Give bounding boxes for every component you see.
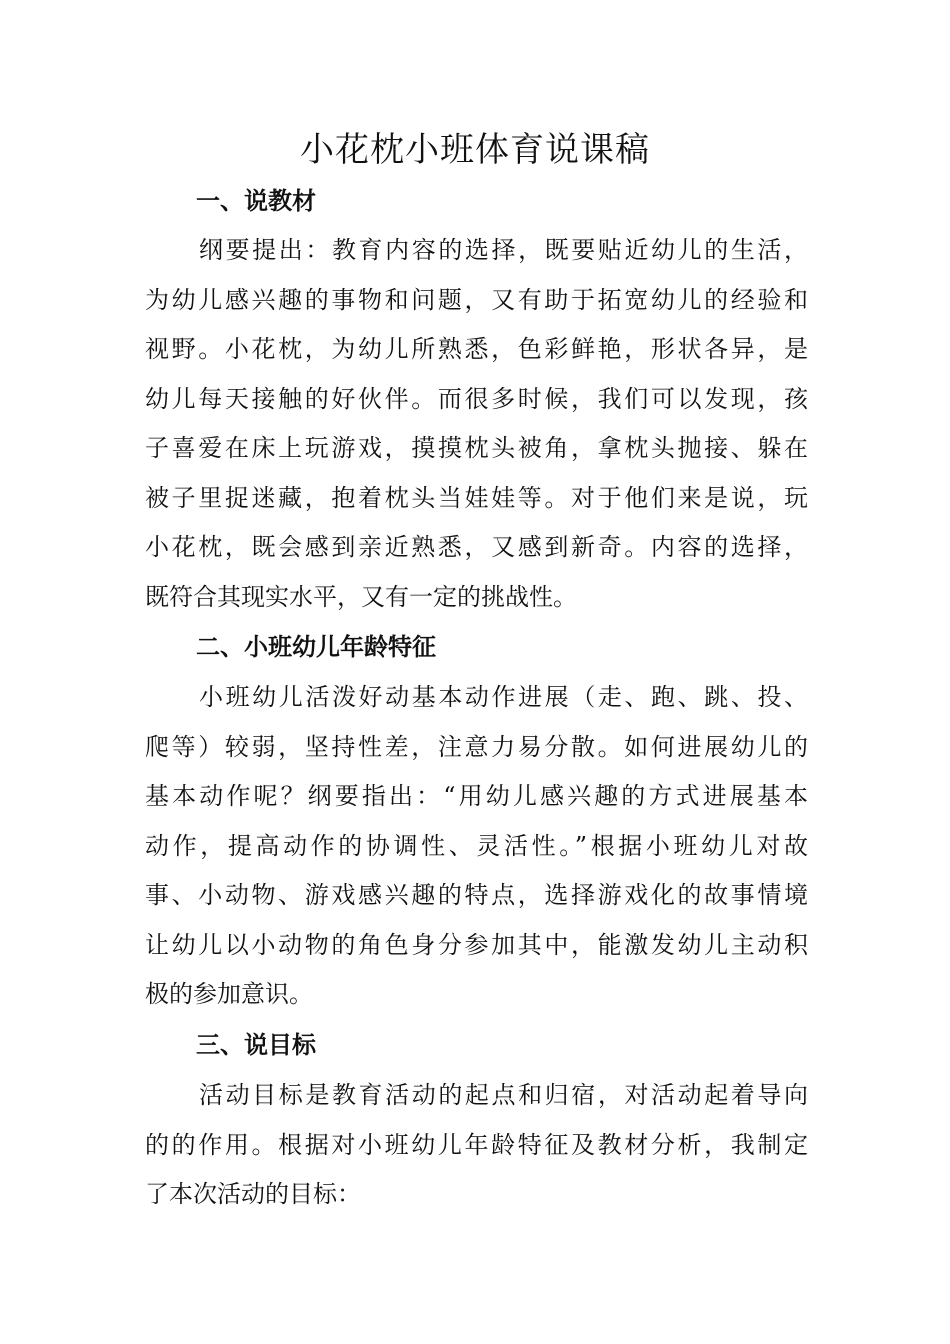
section-heading-objectives: 三、说目标 [196,1030,316,1059]
paragraph-line: 被子里捉迷藏，抱着枕头当娃娃等。对于他们来是说，玩 [145,483,808,512]
paragraph-line: 极的参加意识。 [145,980,313,1008]
paragraph-line: 事、小动物、游戏感兴趣的特点，选择游戏化的故事情境 [145,881,808,909]
paragraph-line: 爬等）较弱，坚持性差，注意力易分散。如何进展幼儿的 [145,732,808,761]
document-title: 小花枕小班体育说课稿 [300,130,650,170]
paragraph-line: 小花枕，既会感到亲近熟悉，又感到新奇。内容的选择， [145,533,808,561]
paragraph-line: 小班幼儿活泼好动基本动作进展（走、跑、跳、投、 [199,683,808,711]
paragraph-line: 视野。小花枕，为幼儿所熟悉，色彩鲜艳，形状各异，是 [145,335,808,363]
paragraph-line: 幼儿每天接触的好伙伴。而很多时候，我们可以发现，孩 [145,384,808,413]
section-paragraph-age-characteristics [145,673,808,1020]
section-heading-textbook: 一、说教材 [196,186,316,215]
paragraph-line: 的的作用。根据对小班幼儿年龄特征及教材分析，我制定 [145,1130,808,1159]
paragraph-line: 既符合其现实水平，又有一定的挑战性。 [145,582,577,611]
paragraph-line: 为幼儿感兴趣的事物和问题，又有助于拓宽幼儿的经验和 [145,285,808,314]
paragraph-line: 基本动作呢？纲要指出：“用幼儿感兴趣的方式进展基本 [145,782,808,810]
section-paragraph-objectives [145,1071,808,1220]
section-heading-age-characteristics: 二、小班幼儿年龄特征 [196,632,436,661]
paragraph-line: 活动目标是教育活动的起点和归宿，对活动起着导向 [199,1081,808,1109]
paragraph-line: 子喜爱在床上玩游戏，摸摸枕头被角，拿枕头抛接、躲在 [145,434,808,462]
paragraph-line: 动作，提高动作的协调性、灵活性。”根据小班幼儿对故 [145,831,808,860]
paragraph-line: 纲要提出：教育内容的选择，既要贴近幼儿的生活， [199,236,808,264]
paragraph-line: 让幼儿以小动物的角色身分参加其中，能激发幼儿主动积 [145,930,808,959]
paragraph-line: 了本次活动的目标： [145,1180,361,1208]
section-paragraph-textbook [145,226,808,622]
